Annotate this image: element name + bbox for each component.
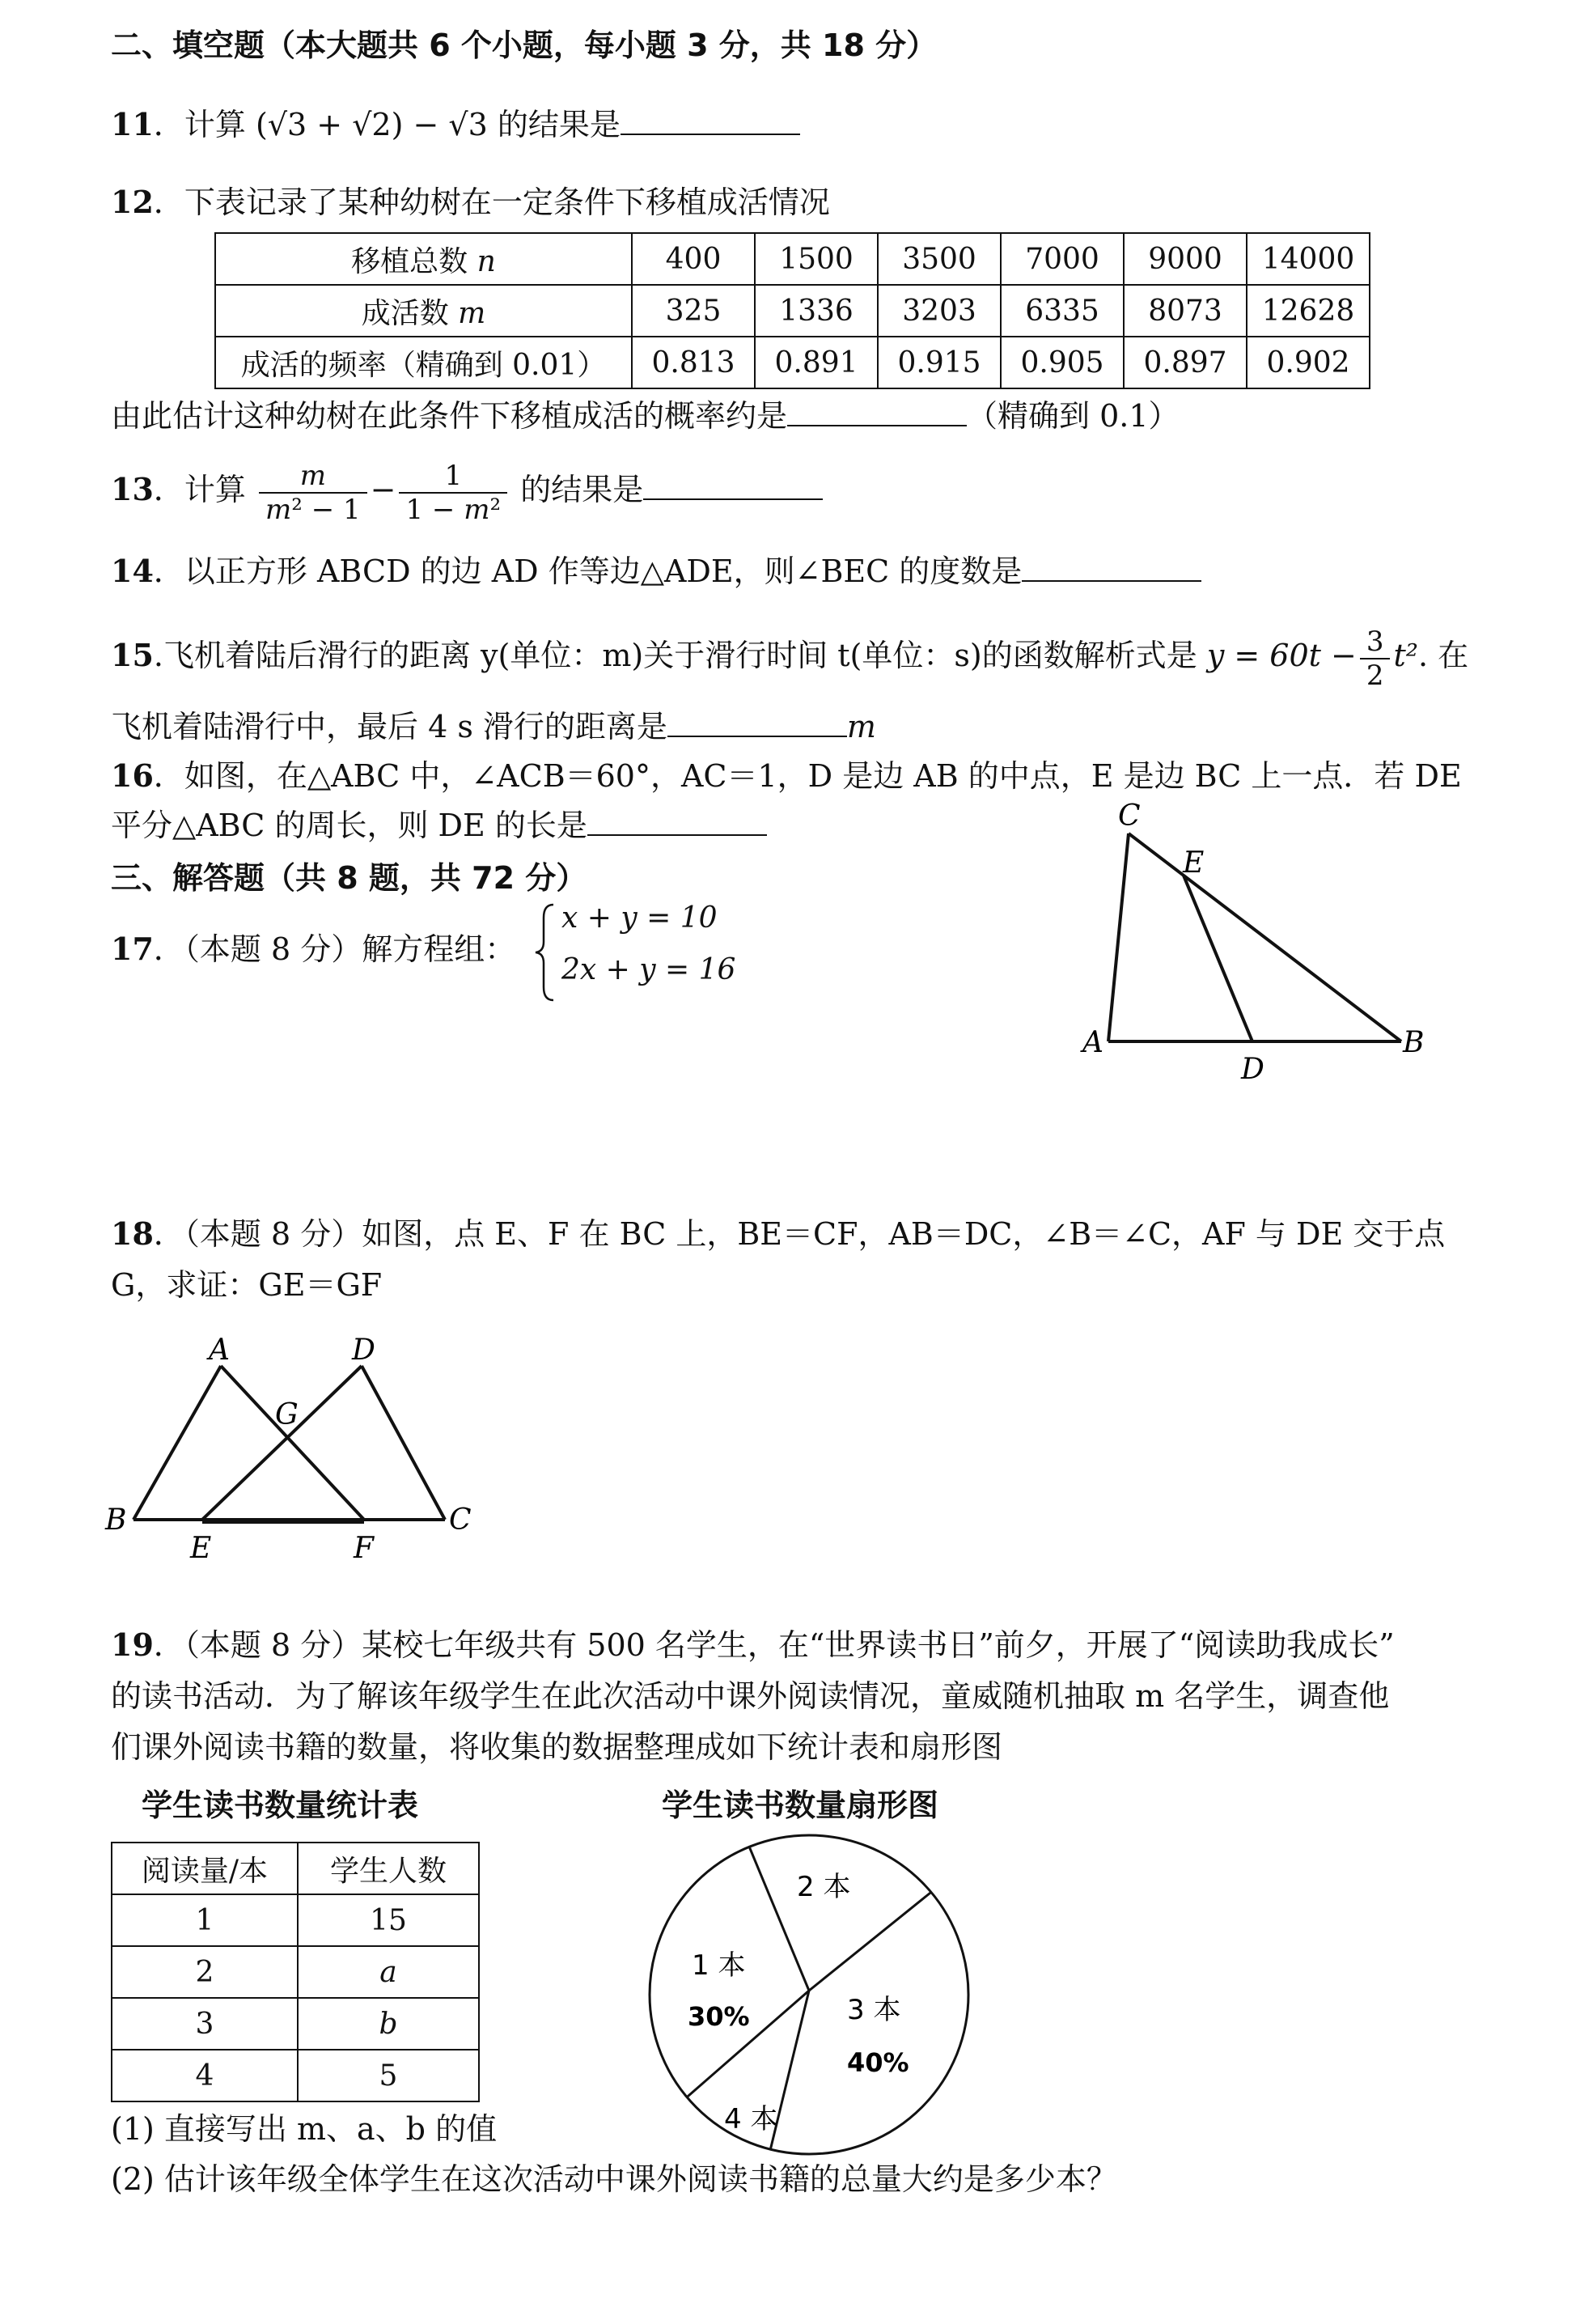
table-cell: 0.891 xyxy=(755,337,878,388)
q18-number: 18 xyxy=(111,1215,154,1252)
pie-label-2: 2 本 xyxy=(797,1871,851,1903)
q17-number: 17 xyxy=(111,931,154,967)
q12-row-label: 成活数 m xyxy=(215,285,632,337)
q11-answer-blank[interactable] xyxy=(621,106,800,135)
segment-dc xyxy=(362,1366,445,1520)
q16-line1 xyxy=(111,757,1462,795)
table-row xyxy=(112,2050,479,2101)
q15-line1: .飞机着陆后滑行的距离 y(单位：m)关于滑行时间 t(单位：s)的函数解析式是 xyxy=(153,638,1197,673)
pie-slice-boundary-3 xyxy=(809,1892,931,1991)
q15-answer-blank[interactable] xyxy=(667,708,847,737)
table-header: 阅读量/本 xyxy=(112,1843,298,1894)
q14-answer-blank[interactable] xyxy=(1022,553,1201,582)
q16-number: 16 xyxy=(111,757,154,794)
q16-line2 xyxy=(111,807,767,844)
segment-af xyxy=(221,1366,364,1520)
table-header: 学生人数 xyxy=(298,1843,479,1894)
table-cell: 4 xyxy=(112,2050,298,2101)
label-c: C xyxy=(449,1503,472,1537)
table-cell: 0.902 xyxy=(1247,337,1370,388)
table-cell: 0.905 xyxy=(1001,337,1124,388)
table-cell: 3500 xyxy=(878,233,1001,285)
table-cell: 0.897 xyxy=(1124,337,1247,388)
table-cell: 12628 xyxy=(1247,285,1370,337)
pie-slice-boundary-2 xyxy=(749,1847,809,1991)
table-cell: 2 xyxy=(112,1946,298,1998)
q19-table-title: 学生读书数量统计表 xyxy=(142,1788,419,1823)
q15-line2 xyxy=(111,708,876,745)
q19-pie-title: 学生读书数量扇形图 xyxy=(662,1788,939,1823)
q13-answer-blank[interactable] xyxy=(643,471,823,500)
q15-tail: . 在 xyxy=(1417,638,1469,673)
label-b: B xyxy=(1403,1026,1425,1059)
label-a: A xyxy=(1082,1026,1103,1059)
table-cell: 325 xyxy=(632,285,755,337)
q16-line1-text: ．如图，在△ABC 中，∠ACB＝60°，AC＝1，D 是边 AB 的中点，E 是边 BC 上一点．若 DE xyxy=(153,758,1462,794)
q14 xyxy=(111,553,1201,590)
table-row xyxy=(112,1946,479,1998)
table-cell: 3203 xyxy=(878,285,1001,337)
table-header-row xyxy=(112,1843,479,1894)
q13-pre: ．计算 xyxy=(153,472,246,507)
table-row xyxy=(112,1998,479,2050)
label-e: E xyxy=(1183,846,1205,880)
table-row xyxy=(215,337,1370,388)
table-row xyxy=(215,233,1370,285)
q13: 13．计算 $\frac{m}{\text{m² − 1}}$ − $\frac{1}{\text{1 − m²}}$ 的结果是 xyxy=(111,453,823,526)
q15-fraction: $\frac{3}{2}$ xyxy=(1360,626,1391,692)
label-d: D xyxy=(352,1334,375,1367)
q17-eq1: x + y = 10 xyxy=(561,901,718,935)
table-cell: b xyxy=(298,1998,479,2050)
q12-row-label: 移植总数 n xyxy=(215,233,632,285)
q16-triangle-figure xyxy=(1068,801,1440,1084)
table-cell: 15 xyxy=(298,1894,479,1946)
q15-formula-post: t² xyxy=(1393,638,1418,673)
q12-text: ．下表记录了某种幼树在一定条件下移植成活情况 xyxy=(153,184,830,220)
q15 xyxy=(111,623,1468,692)
q19-line1 xyxy=(111,1626,1395,1664)
q19-number: 19 xyxy=(111,1626,154,1663)
q19-pie-chart xyxy=(643,1825,983,2165)
q12-precision: （精确到 0.1） xyxy=(967,398,1180,434)
q15-number: 15 xyxy=(111,637,154,673)
q19-sub1: (1) 直接写出 m、a、b 的值 xyxy=(111,2111,498,2147)
q11 xyxy=(111,106,800,143)
pie-pct-3: 40% xyxy=(847,2047,909,2078)
q19-line3: 们课外阅读书籍的数量，将收集的数据整理成如下统计表和扇形图 xyxy=(111,1729,1003,1765)
table-cell: 1500 xyxy=(755,233,878,285)
table-cell: 6335 xyxy=(1001,285,1124,337)
q15-formula-pre: y = 60t − xyxy=(1206,638,1357,673)
q11-expression: (√3 + √2) − √3 xyxy=(256,107,488,142)
q17-equation-system xyxy=(534,900,736,1005)
label-c: C xyxy=(1118,801,1141,833)
pie-pct-1: 30% xyxy=(688,2001,750,2032)
table-cell: 400 xyxy=(632,233,755,285)
q17-text: ．（本题 8 分）解方程组： xyxy=(153,931,516,967)
q13-fraction-1: $\frac{m}{\text{m² − 1}}$ xyxy=(259,460,367,526)
table-cell: 5 xyxy=(298,2050,479,2101)
q14-number: 14 xyxy=(111,553,154,589)
segment-ab xyxy=(133,1366,221,1520)
q17-eq2: 2x + y = 16 xyxy=(561,953,736,986)
table-cell: 3 xyxy=(112,1998,298,2050)
q18-line2: G，求证：GE＝GF xyxy=(111,1267,383,1303)
table-cell: 8073 xyxy=(1124,285,1247,337)
q12-table xyxy=(214,232,1370,389)
q18-triangles-figure xyxy=(101,1327,489,1570)
q12-answer-blank[interactable] xyxy=(787,397,967,426)
segment-cb xyxy=(1129,833,1401,1041)
section3-title: 三、解答题（共 8 题，共 72 分） xyxy=(111,860,587,896)
table-cell: 1 xyxy=(112,1894,298,1946)
table-cell: 1336 xyxy=(755,285,878,337)
q12 xyxy=(111,184,830,221)
q18-line1 xyxy=(111,1215,1445,1253)
q14-text: ．以正方形 ABCD 的边 AD 作等边△ADE，则∠BEC 的度数是 xyxy=(153,553,1023,589)
q19-line2: 的读书活动．为了解该年级学生在此次活动中课外阅读情况，童威随机抽取 m 名学生，调查他 xyxy=(111,1678,1390,1714)
section2-title: 二、填空题（本大题共 6 个小题，每小题 3 分，共 18 分） xyxy=(111,28,938,63)
q11-number: 11 xyxy=(111,106,154,142)
table-row xyxy=(215,285,1370,337)
q16-line2-text: 平分△ABC 的周长，则 DE 的长是 xyxy=(111,808,587,843)
q12-number: 12 xyxy=(111,184,154,220)
q15-line2-text: 飞机着陆滑行中，最后 4 s 滑行的距离是 xyxy=(111,709,667,744)
table-row xyxy=(112,1894,479,1946)
label-g: G xyxy=(275,1398,299,1431)
q18-line1-text: ．（本题 8 分）如图，点 E、F 在 BC 上，BE＝CF，AB＝DC，∠B＝∠C，AF 与 DE 交于点 xyxy=(153,1216,1446,1252)
table-cell: 14000 xyxy=(1247,233,1370,285)
pie-label-1: 1 本 xyxy=(692,1949,746,1982)
table-cell: a xyxy=(298,1946,479,1998)
q11-post: 的结果是 xyxy=(497,107,621,142)
q19-sub2: (2) 估计该年级全体学生在这次活动中课外阅读书籍的总量大约是多少本？ xyxy=(111,2161,1117,2197)
label-b: B xyxy=(105,1503,127,1537)
q19-table xyxy=(111,1842,480,2102)
q19-line1-text: ．（本题 8 分）某校七年级共有 500 名学生，在“世界读书日”前夕，开展了“阅读助我成长” xyxy=(153,1627,1395,1663)
label-d: D xyxy=(1241,1053,1264,1084)
segment-ca xyxy=(1108,833,1129,1041)
q13-post: 的结果是 xyxy=(520,472,644,507)
q12-estimate-text: 由此估计这种幼树在此条件下移植成活的概率约是 xyxy=(111,398,788,434)
q16-answer-blank[interactable] xyxy=(587,807,767,836)
brace-icon xyxy=(534,900,558,1005)
pie-label-4: 4 本 xyxy=(724,2103,778,2135)
q15-unit: m xyxy=(846,709,876,744)
table-cell: 9000 xyxy=(1124,233,1247,285)
q17 xyxy=(111,931,515,968)
pie-label-3: 3 本 xyxy=(847,1994,901,2026)
q13-fraction-2: $\frac{1}{\text{1 − m²}}$ xyxy=(399,460,507,526)
label-e: E xyxy=(190,1532,212,1565)
label-f: F xyxy=(354,1532,374,1565)
table-cell: 0.813 xyxy=(632,337,755,388)
q12-row-label: 成活的频率（精确到 0.01） xyxy=(215,337,632,388)
q13-number: 13 xyxy=(111,471,154,507)
table-cell: 0.915 xyxy=(878,337,1001,388)
label-a: A xyxy=(209,1334,230,1367)
q11-pre: ．计算 xyxy=(153,107,246,142)
segment-de xyxy=(202,1366,362,1520)
q12-estimate xyxy=(111,397,1180,435)
table-cell: 7000 xyxy=(1001,233,1124,285)
